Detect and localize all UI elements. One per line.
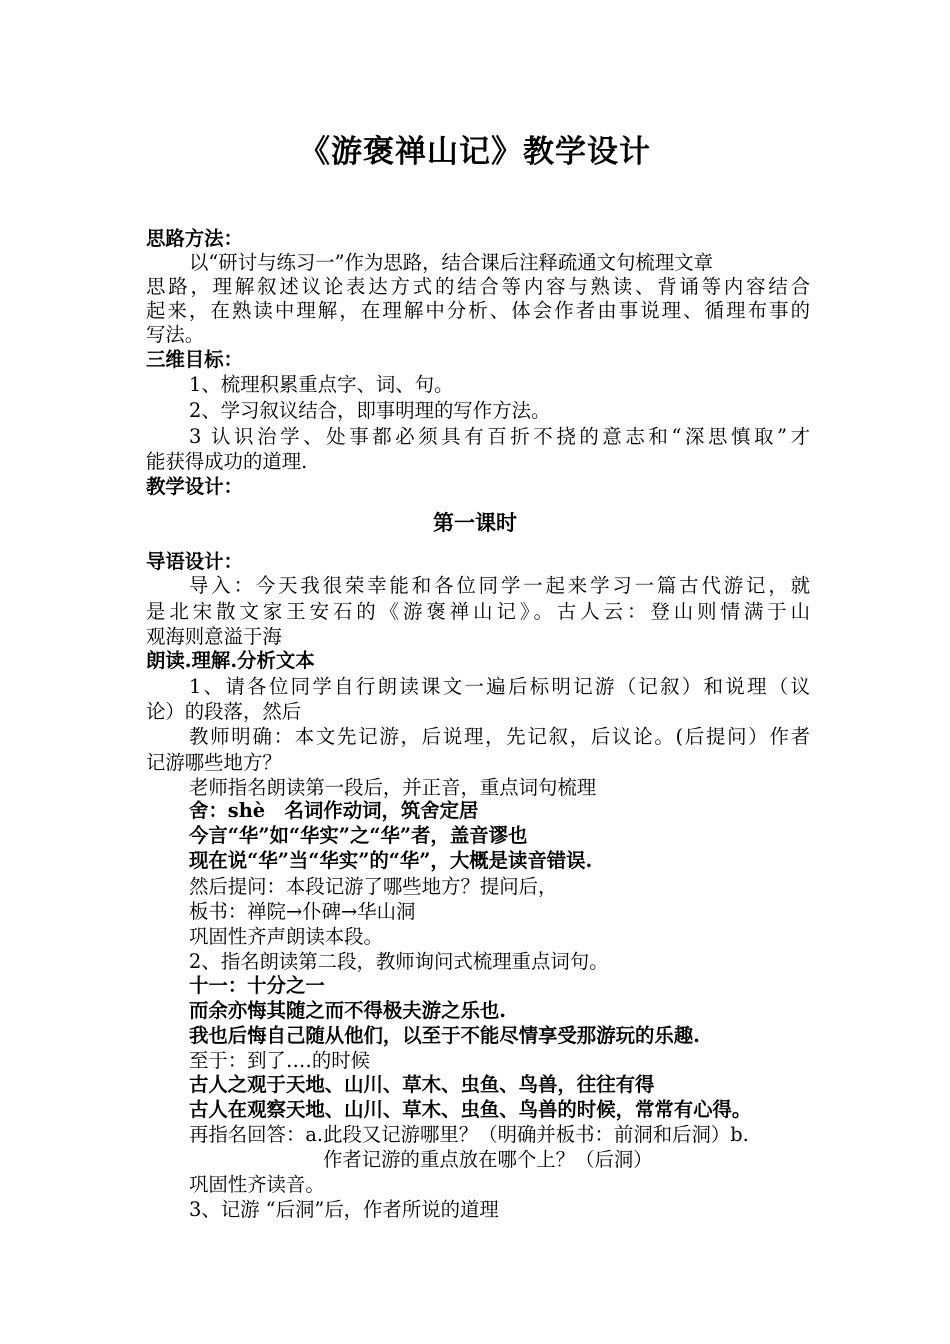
key-sentence-translation: 现在说“华”当“华实”的“华”，大概是读音错误. bbox=[189, 849, 593, 872]
paragraph-line: 然后提问：本段记游了哪些地方？提问后， bbox=[189, 875, 558, 898]
heading-teaching-design: 教学设计： bbox=[146, 475, 243, 498]
paragraph-line: 起来，在熟读中理解，在理解中分析、体会作者由事说理、循理布事的 bbox=[146, 299, 810, 322]
paragraph-line: 以“研讨与练习一”作为思路，结合课后注释疏通文句梳理文章 bbox=[189, 251, 713, 274]
key-sentence-line: 今言“华”如“华实”之“华”者，盖音谬也 bbox=[189, 824, 528, 847]
paragraph-line: 教师明确：本文先记游，后说理，先记叙，后议论。(后提问）作者 bbox=[189, 725, 810, 748]
key-word-line: 至于：到了‥‥的时候 bbox=[189, 1049, 370, 1072]
heading-reading-analysis: 朗读.理解.分析文本 bbox=[146, 649, 315, 672]
section-heading-lesson-one: 第一课时 bbox=[433, 510, 517, 535]
blackboard-line: 板书：禅院→仆碑→华山洞 bbox=[189, 900, 416, 923]
heading-approach: 思路方法： bbox=[146, 227, 243, 250]
key-sentence-line: 古人之观于天地、山川、草木、虫鱼、鸟兽，往往有得 bbox=[189, 1073, 655, 1096]
heading-objectives: 三维目标： bbox=[146, 348, 243, 371]
key-word-line: 十一：十分之一 bbox=[189, 974, 325, 997]
heading-intro: 导语设计： bbox=[146, 550, 243, 573]
paragraph-line: 论）的段落，然后 bbox=[146, 700, 302, 723]
key-sentence-translation: 古人在观察天地、山川、草木、虫鱼、鸟兽的时候，常常有心得。 bbox=[189, 1098, 752, 1121]
paragraph-line: 思路，理解叙述议论表达方式的结合等内容与熟读、背诵等内容结合 bbox=[146, 275, 810, 298]
paragraph-line: 记游哪些地方？ bbox=[146, 751, 282, 774]
paragraph-line: 导入：今天我很荣幸能和各位同学一起来学习一篇古代游记，就 bbox=[189, 574, 810, 597]
paragraph-line: 老师指名朗读第一段后，并正音，重点词句梳理 bbox=[189, 776, 597, 799]
paragraph-line: 2、指名朗读第二段，教师询问式梳理重点词句。 bbox=[189, 950, 609, 973]
paragraph-line: 观海则意溢于海 bbox=[146, 625, 282, 648]
paragraph-line: 再指名回答：a.此段又记游哪里？（明确并板书：前洞和后洞）b. bbox=[189, 1123, 749, 1146]
paragraph-line: 巩固性齐声朗读本段。 bbox=[189, 925, 383, 948]
objective-item: 3 认识治学、处事都必须具有百折不挠的意志和“深思慎取”才 bbox=[189, 425, 810, 448]
paragraph-line: 是北宋散文家王安石的《游褒禅山记》。古人云：登山则情满于山 bbox=[146, 600, 810, 623]
paragraph-line: 3、记游 “后洞”后，作者所说的道理 bbox=[189, 1198, 499, 1221]
document-title: 《游褒禅山记》教学设计 bbox=[299, 134, 651, 170]
paragraph-line: 1、请各位同学自行朗读课文一遍后标明记游（记叙）和说理（议 bbox=[189, 675, 810, 698]
paragraph-line: 作者记游的重点放在哪个上？（后洞） bbox=[323, 1148, 653, 1171]
paragraph-line: 能获得成功的道理. bbox=[146, 450, 308, 473]
key-sentence-translation: 我也后悔自己随从他们，以至于不能尽情享受那游玩的乐趣. bbox=[189, 1024, 700, 1047]
objective-item: 2、学习叙议结合，即事明理的写作方法。 bbox=[189, 399, 551, 422]
paragraph-line: 巩固性齐读音。 bbox=[189, 1173, 325, 1196]
paragraph-line: 写法。 bbox=[146, 323, 205, 346]
key-sentence-line: 而余亦悔其随之而不得极夫游之乐也. bbox=[189, 999, 506, 1022]
key-word-line: 舍：shè 名词作动词，筑舍定居 bbox=[189, 799, 479, 822]
objective-item: 1、梳理积累重点字、词、句。 bbox=[189, 373, 454, 396]
